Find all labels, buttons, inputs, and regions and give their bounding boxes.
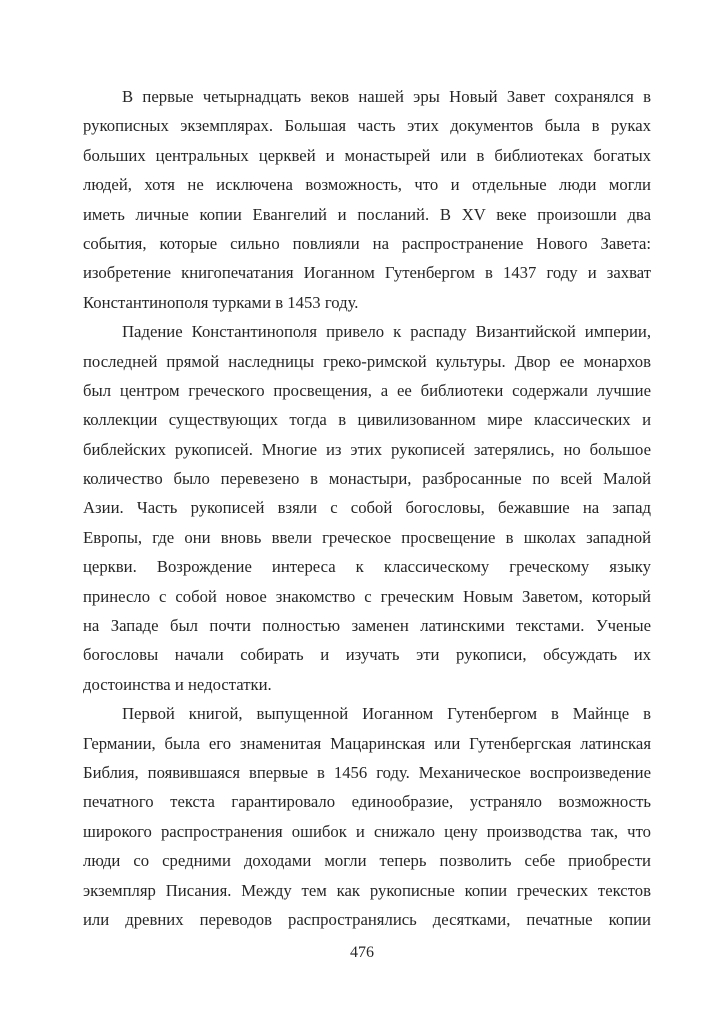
text-line: церкви. Возрождение интереса к классическому греческому языку [83,557,651,577]
text-line: библейских рукописей. Многие из этих рукописей затерялись, но большое [83,439,651,459]
text-line: люди со средними доходами могли теперь позволить себе приобрести [83,851,651,871]
text-line: людей, хотя не исключена возможность, что и отдельные люди могли [83,175,651,195]
text-line: коллекции существующих тогда в цивилизованном мире классических и [83,410,651,430]
text-line: изобретение книгопечатания Иоганном Гутенбергом в 1437 году и захват [83,263,651,283]
paragraph [83,699,651,934]
text-line: на Западе был почти полностью заменен латинскими текстами. Ученые [83,616,651,636]
text-line: последней прямой наследницы греко-римской культуры. Двор ее монархов [83,351,651,371]
text-line: больших центральных церквей и монастырей или в библиотеках богатых [83,145,651,165]
text-line: количество было перевезено в монастыри, разбросанные по всей Малой [83,469,651,489]
text-line: достоинства и недостатки. [83,674,272,694]
text-line: был центром греческого просвещения, а ее библиотеки содержали лучшие [83,380,651,400]
text-line: принесло с собой новое знакомство с греческим Новым Заветом, который [83,586,651,606]
text-line: события, которые сильно повлияли на распространение Нового Завета: [83,233,651,253]
text-line: Европы, где они вновь ввели греческое просвещение в школах западной [83,527,651,547]
text-line: Первой книгой, выпущенной Иоганном Гутенбергом в Майнце в [122,704,651,724]
text-line: печатного текста гарантировало единообразие, устраняло возможность [83,792,651,812]
text-line: экземпляр Писания. Между тем как рукописные копии греческих текстов [83,880,651,900]
text-line: богословы начали собирать и изучать эти рукописи, обсуждать их [83,645,651,665]
page-number: 476 [350,944,374,961]
text-line: Библия, появившаяся впервые в 1456 году. Механическое воспроизведение [83,762,651,782]
paragraph [83,82,651,317]
text-line: Германии, была его знаменитая Мацаринская или Гутенбергская латинская [83,733,651,753]
text-line: Азии. Часть рукописей взяли с собой богословы, бежавшие на запад [83,498,651,518]
text-line: Константинополя турками в 1453 году. [83,292,359,312]
text-line: рукописных экземплярах. Большая часть этих документов была в руках [83,116,651,136]
text-line: В первые четырнадцать веков нашей эры Новый Завет сохранялся в [122,87,651,106]
text-line: или древних переводов распространялись десятками, печатные копии [83,909,651,929]
text-block [83,82,651,934]
text-line: широкого распространения ошибок и снижало цену производства так, что [83,821,651,841]
text-line: Падение Константинополя привело к распаду Византийской империи, [122,322,651,342]
paragraph [83,317,651,699]
text-line: иметь личные копии Евангелий и посланий. В XV веке произошли два [83,204,651,224]
